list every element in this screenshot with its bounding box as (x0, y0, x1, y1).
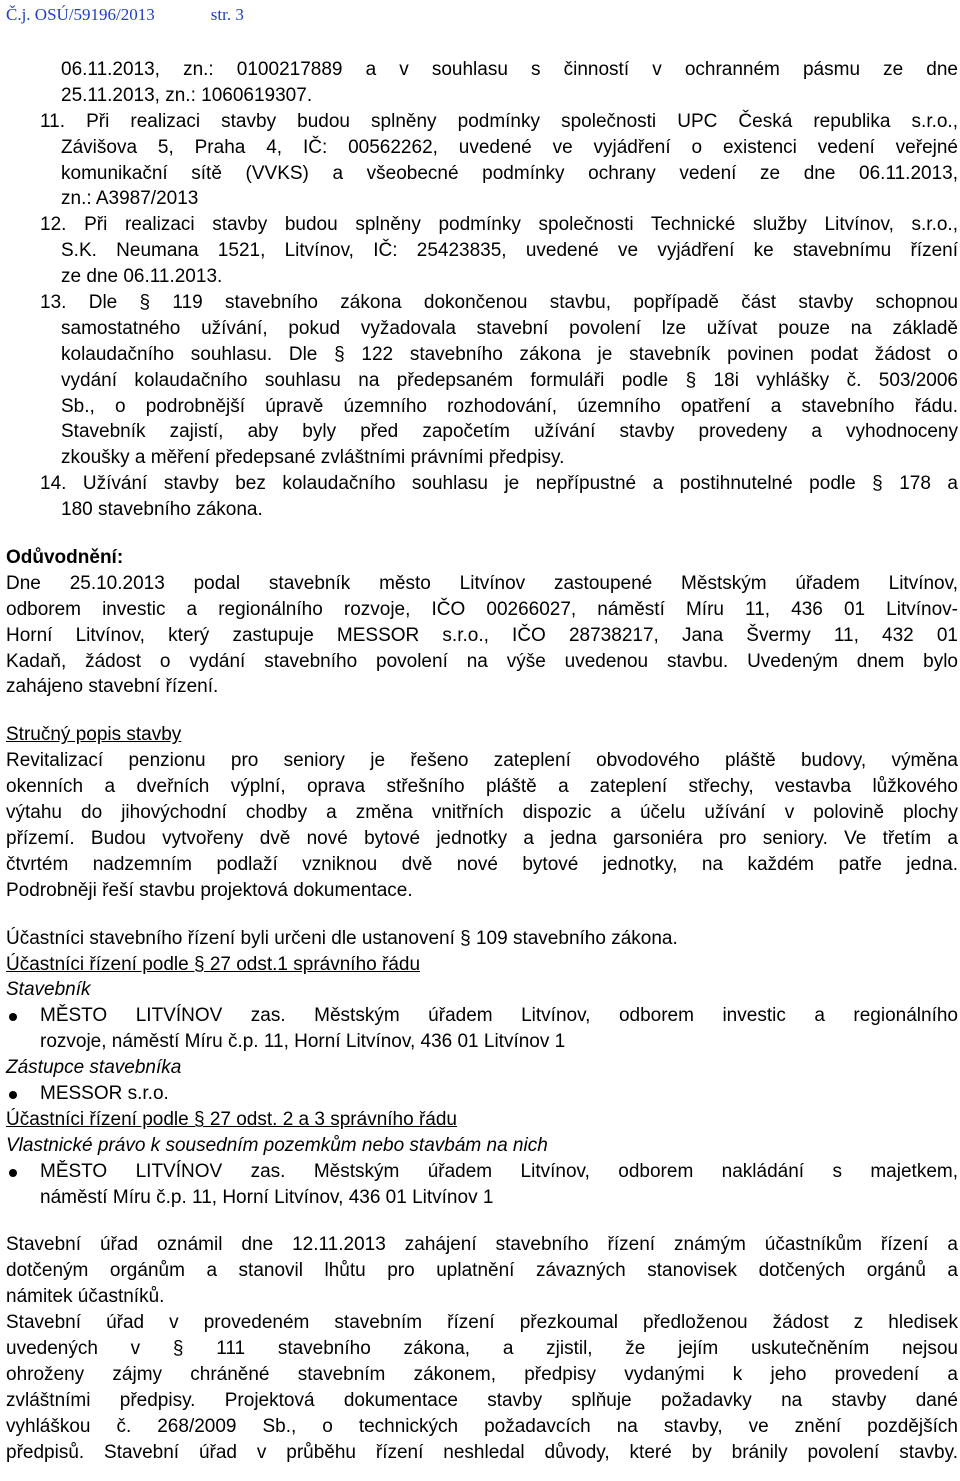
text-line: vyhláškou č. 268/2009 Sb., o technických požadavcích na stavby, ve znění pozdějších (6, 1415, 958, 1437)
page-header (6, 5, 244, 25)
text-line: 180 stavebního zákona. (61, 499, 263, 521)
text-line: zvláštními předpisy. Projektová dokumentace stavby splňuje požadavky na stavby dané (6, 1389, 958, 1411)
text-line: 14. Užívání stavby bez kolaudačního souhlasu je nepřípustné a postihnutelné podle § 178 a (40, 473, 958, 495)
text-line: 13. Dle § 119 stavebního zákona dokončenou stavbu, popřípadě část stavby schopnou (40, 292, 958, 314)
bullet-item: MESSOR s.r.o. (6, 1081, 958, 1107)
text-line: uvedených v § 111 stavebního zákona, a zjistil, že jejím uskutečněním nejsou (6, 1337, 958, 1359)
text-line: Revitalizací penzionu pro seniory je řešeno zateplení obvodového pláště budovy, výměna (6, 750, 958, 772)
bullet-item: MĚSTO LITVÍNOV zas. Městským úřadem Litvínov, odborem investic a regionálního (6, 1003, 958, 1029)
text-line: rozvoje, náměstí Míru č.p. 11, Horní Litvínov, 436 01 Litvínov 1 (40, 1031, 566, 1053)
text-line: Účastníci stavebního řízení byli určeni dle ustanovení § 109 stavebního zákona. (6, 927, 678, 949)
text-line: odborem investic a regionálního rozvoje, IČO 00266027, náměstí Míru 11, 436 01 Litvínov- (6, 598, 958, 620)
text-line: vydání kolaudačního souhlasu na předepsaném formuláři podle § 18i vyhlášky č. 503/2006 (61, 369, 958, 391)
paragraph-gap (6, 523, 958, 545)
text-line: Stavební úřad oznámil dne 12.11.2013 zahájení stavebního řízení známým účastníkům řízení a (6, 1234, 958, 1256)
text-line: Dne 25.10.2013 podal stavebník město Litvínov zastoupené Městským úřadem Litvínov, (6, 572, 958, 594)
bullet-item: MĚSTO LITVÍNOV zas. Městským úřadem Litvínov, odborem nakládání s majetkem, (6, 1159, 958, 1185)
text-line: Vlastnické právo k sousedním pozemkům nebo stavbám na nich (6, 1134, 548, 1156)
text-line: Stavební úřad v provedeném stavebním řízení přezkoumal předloženou žádost z hledisek (6, 1312, 958, 1334)
text-line: námitek účastníků. (6, 1286, 165, 1308)
text-line: Horní Litvínov, který zastupuje MESSOR s.r.o., IČO 28738217, Jana Švermy 11, 432 01 (6, 624, 958, 646)
text-line: přízemí. Budou vytvořeny dvě nové bytové jednotky a jedna garsoniéra pro seniory. Ve třetím a (6, 827, 958, 849)
text-line: Odůvodnění: (6, 547, 124, 569)
text-line: výtahu do jihovýchodní chodby a změna vnitřních dispozic a účelu užívání v polovině plochy (6, 802, 958, 824)
text-line: Podrobněji řeší stavbu projektová dokumentace. (6, 879, 413, 901)
text-line: čtvrtém nadzemním podlaží vzniknou dvě nové bytové jednotky, na každém patře jedna. (6, 853, 958, 875)
text-line: Účastníci řízení podle § 27 odst.1 správního řádu (6, 953, 421, 975)
text-line: Stavebník (6, 979, 91, 1001)
paragraph-gap (6, 1210, 958, 1232)
text-line: dotčeným orgánům a stanovil lhůtu pro uplatnění závazných stanovisek dotčených orgánů a (6, 1260, 958, 1282)
text-line: náměstí Míru č.p. 11, Horní Litvínov, 436 01 Litvínov 1 (40, 1186, 494, 1208)
text-line: ze dne 06.11.2013. (61, 266, 223, 288)
text-line: samostatného užívání, pokud vyžadovala stavební povolení lze užívat pouze na základě (61, 317, 958, 339)
text-line: 12. Při realizaci stavby budou splněny podmínky společnosti Technické služby Litvínov, s.r.o., (40, 214, 958, 236)
text-line: Stavebník zajistí, aby byly před započetím užívání stavby provedeny a vyhodnoceny (61, 421, 958, 443)
text-line: zkoušky a měření předepsané zvláštními právními předpisy. (61, 447, 565, 469)
text-line: kolaudačního souhlasu. Dle § 122 stavebního zákona je stavebník povinen podat žádost o (61, 343, 958, 365)
text-line: komunikační sítě (VVKS) a všeobecné podmínky ochrany vedení ze dne 06.11.2013, (61, 162, 958, 184)
text-line: zahájeno stavební řízení. (6, 676, 219, 698)
text-line: ohroženy zájmy chráněné stavebním zákonem, předpisy vydanými k jeho provedení a (6, 1363, 958, 1385)
text-line: předpisů. Stavební úřad v průběhu řízení neshledal důvody, které by bránily povolení stavby. (6, 1441, 958, 1463)
text-line: S.K. Neumana 1521, Litvínov, IČ: 25423835, uvedené ve vyjádření ke stavebnímu řízení (61, 240, 958, 262)
text-line: zn.: A3987/2013 (61, 188, 199, 210)
text-line: Sb., o podrobnější úpravě územního rozhodování, územního opatření a stavebního řádu. (61, 395, 958, 417)
text-line: Stručný popis stavby (6, 724, 182, 746)
text-line: Závišova 5, Praha 4, IČ: 00562262, uvedené ve vyjádření o existenci vedení veřejné (61, 136, 958, 158)
text-line: 06.11.2013, zn.: 0100217889 a v souhlasu s činností v ochranném pásmu ze dne (61, 59, 958, 80)
page-number: str. 3 (210, 5, 244, 24)
paragraph-gap (6, 904, 958, 926)
document-reference: Č.j. OSÚ/59196/2013 (6, 5, 155, 24)
text-line: 25.11.2013, zn.: 1060619307. (61, 84, 313, 106)
text-line: Kadaň, žádost o vydání stavebního povolení na výše uvedenou stavbu. Uvedeným dnem bylo (6, 650, 958, 672)
text-line: Účastníci řízení podle § 27 odst. 2 a 3 správního řádu (6, 1108, 457, 1130)
text-line: 11. Při realizaci stavby budou splněny podmínky společnosti UPC Česká republika s.r.o., (40, 110, 958, 132)
text-line: Zástupce stavebníka (6, 1057, 182, 1079)
document-body (6, 57, 958, 1465)
text-line: okenních a dveřních výplní, oprava střešního pláště a zateplení střechy, vestavba lůžkového (6, 776, 958, 798)
paragraph-gap (6, 700, 958, 722)
